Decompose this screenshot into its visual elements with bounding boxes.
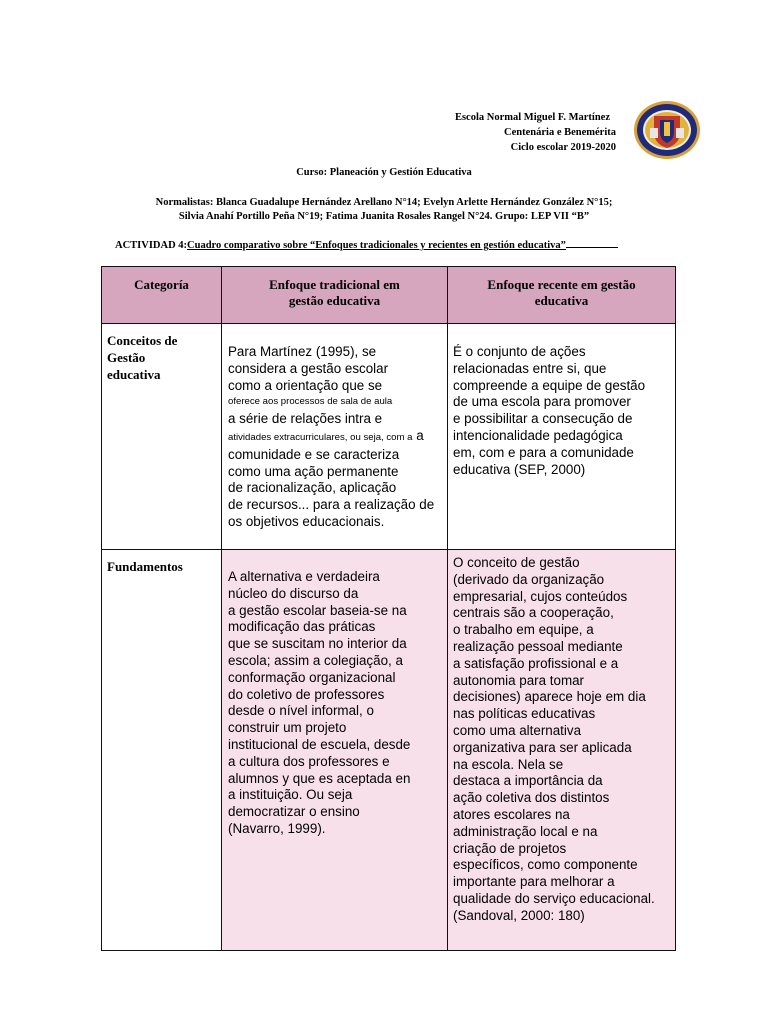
cell-text-line: (Sandoval, 2000: 180) (453, 907, 585, 923)
school-seal-logo (632, 100, 702, 160)
cell-text-line: escola; assim a colegiação, a (228, 652, 403, 668)
header-category (102, 267, 222, 324)
category-line: Gestão (107, 350, 146, 365)
cell-text-line: de uma escola para promover (453, 394, 631, 410)
cell-text-line: administração local e na (453, 823, 598, 839)
row-category (102, 324, 222, 550)
cell-text-line: importante para melhorar a (453, 874, 615, 890)
header-traditional-line-1: Enfoque tradicional em (269, 277, 400, 292)
activity-prefix: ACTIVIDAD 4: (115, 240, 188, 251)
cell-text-line: nas políticas educativas (453, 706, 596, 722)
cell-text-line: na escola. Nela se (453, 756, 564, 772)
cell-text-line: compreende a equipe de gestão (453, 377, 646, 393)
school-name: Escola Normal Miguel F. Martínez (454, 112, 610, 123)
cell-text-line: atividades extracurriculares, ou seja, com a a (228, 427, 424, 443)
cell-text-line: conformação organizacional (228, 669, 396, 685)
cell-text-line: considera a gestão escolar (228, 360, 389, 376)
cell-text-line: desde o nível informal, o (228, 703, 374, 719)
header-recent-line-1: Enfoque recente em gestão (487, 277, 636, 292)
cell-text-line: e possibilitar a consecução de (453, 411, 633, 427)
cell-text-line: (Navarro, 1999). (228, 820, 326, 836)
cell-text-line: ação coletiva dos distintos (453, 790, 610, 806)
header-recent-line-2: educativa (534, 293, 589, 308)
cell-text-line: como uma ação permanente (228, 463, 399, 479)
cell-text-line: modificação das práticas (228, 619, 376, 635)
cell-text-line: os objetivos educacionais. (228, 513, 385, 529)
cell-text-line: como a orientação que se (228, 377, 383, 393)
table-row (102, 324, 676, 550)
header-traditional-line-2: gestão educativa (288, 293, 381, 308)
students-line-1: Normalistas: Blanca Guadalupe Hernández Arellano N°14; Evelyn Arlette Hernández González N°15; (155, 197, 613, 208)
activity-description: Cuadro comparativo sobre “Enfoques tradicionales y recientes en gestión educativa” (187, 240, 566, 251)
cell-text-line: criação de projetos (453, 840, 567, 856)
table-row (102, 550, 676, 951)
cell-text-line: de racionalização, aplicação (228, 480, 397, 496)
students-list (100, 196, 668, 224)
traditional-cell (222, 324, 448, 550)
header-category-label: Categoría (134, 277, 189, 292)
cell-text-line: do coletivo de professores (228, 686, 385, 702)
category-line: educativa (107, 367, 161, 382)
cell-text-line: a instituição. Ou seja (228, 787, 353, 803)
recent-cell (448, 550, 676, 951)
cell-text-line: o trabalho em equipe, a (453, 622, 594, 638)
header-traditional (222, 267, 448, 324)
cell-text-line: comunidade e se caracteriza (228, 446, 400, 462)
cell-text-line: como uma alternativa (453, 722, 582, 738)
cell-text-line: organizativa para ser aplicada (453, 739, 632, 755)
course-title: Curso: Planeación y Gestión Educativa (296, 167, 472, 178)
cell-text-line: a gestão escolar baseia-se na (228, 602, 407, 618)
cell-text-line: relacionadas entre si, que (453, 360, 607, 376)
cell-text-line: institucional de escuela, desde (228, 736, 411, 752)
cell-text-line: qualidade do serviço educacional. (453, 890, 655, 906)
cell-text-line: empresarial, cujos conteúdos (453, 588, 628, 604)
comparative-table (101, 266, 676, 951)
category-line: Conceitos de (107, 333, 178, 348)
cell-text-line: a série de relações intra e (228, 411, 383, 427)
cell-text-line: O conceito de gestão (453, 555, 580, 570)
cell-text-line: realização pessoal mediante (453, 638, 623, 654)
cell-text-line: de recursos... para a realização de (228, 497, 435, 513)
cell-text-line: que se suscitam no interior da (228, 636, 407, 652)
header-recent (448, 267, 676, 324)
students-line-2: Silvia Anahí Portillo Peña N°19; Fatima Juanita Rosales Rangel N°24. Grupo: LEP VII “B” (178, 211, 590, 222)
cell-text-line: destaca a importância da (453, 773, 603, 789)
school-honor: Centenária e Benemérita (504, 127, 616, 138)
cell-text-line: democratizar o ensino (228, 804, 360, 820)
row-category (102, 550, 222, 951)
cell-text-line: núcleo do discurso da (228, 585, 359, 601)
table-header-row (102, 267, 676, 324)
cell-text-line: É o conjunto de ações (453, 344, 586, 359)
cell-text-line: (derivado da organização (453, 571, 605, 587)
activity-title (115, 238, 618, 251)
cell-text-line: autonomia para tomar (453, 672, 585, 688)
cell-text-line: educativa (SEP, 2000) (453, 461, 586, 477)
cell-text-line: em, com e para a comunidade (453, 444, 634, 460)
cell-text-line: específicos, como componente (453, 857, 638, 873)
cell-text-line: a cultura dos professores e (228, 753, 390, 769)
traditional-cell (222, 550, 448, 951)
school-cycle: Ciclo escolar 2019-2020 (510, 142, 616, 153)
cell-text-line: a satisfação profissional e a (453, 655, 619, 671)
cell-text-line: oferece aos processos de sala de aula (228, 396, 393, 408)
cell-text-line: intencionalidade pedagógica (453, 427, 623, 443)
cell-text-line: construir um projeto (228, 720, 347, 736)
cell-text-line: Para Martínez (1995), se (228, 344, 377, 359)
category-line: Fundamentos (107, 559, 183, 574)
cell-text-line: centrais são a cooperação, (453, 605, 614, 621)
cell-text-line: atores escolares na (453, 806, 570, 822)
activity-underline (566, 238, 618, 248)
cell-text-line: decisiones) aparece hoje em dia (453, 689, 646, 705)
school-header (316, 110, 616, 155)
cell-text-line: alumnos y que es aceptada en (228, 770, 411, 786)
recent-cell (448, 324, 676, 550)
cell-text-line: A alternativa e verdadeira (228, 569, 380, 584)
